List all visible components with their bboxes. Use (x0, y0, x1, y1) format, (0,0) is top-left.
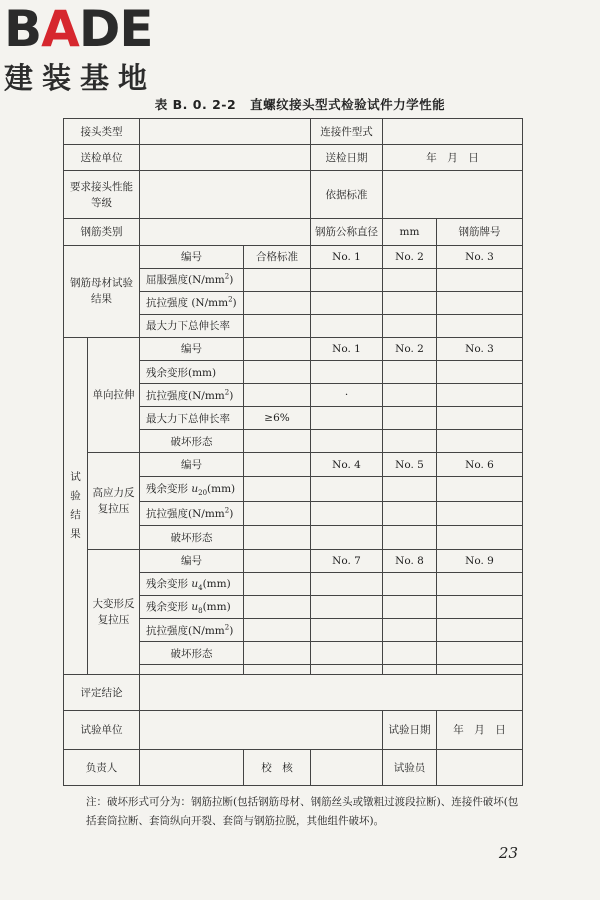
uni-residual-1[interactable] (311, 361, 383, 384)
base-no-3: No. 3 (437, 245, 523, 268)
high-no-6: No. 6 (437, 453, 523, 477)
large-tensile-std[interactable] (244, 619, 311, 642)
logo (4, 2, 182, 97)
table-title: 表 B. 0. 2-2 直螺纹接头型式检验试件力学性能 (154, 97, 446, 112)
uni-failure-std[interactable] (244, 430, 311, 453)
large-tensile-9[interactable] (437, 619, 523, 642)
large-spacer-2 (244, 665, 311, 675)
grade-req-label: 要求接头性能等级 (64, 171, 140, 219)
basis-std-value[interactable] (383, 171, 523, 219)
base-yield-1[interactable] (311, 268, 383, 291)
tester-value[interactable] (437, 749, 523, 785)
large-id-label: 编号 (140, 549, 244, 572)
submit-unit-value[interactable] (140, 145, 311, 171)
large-tensile-7[interactable] (311, 619, 383, 642)
large-no-9: No. 9 (437, 549, 523, 572)
uni-id-label: 编号 (140, 337, 244, 360)
base-tensile-label: 抗拉强度 $(N/mm^2)$ (140, 291, 244, 314)
rebar-type-label: 钢筋类别 (64, 219, 140, 245)
uni-elong-2[interactable] (383, 407, 437, 430)
test-unit-value[interactable] (140, 711, 383, 749)
large-no-7: No. 7 (311, 549, 383, 572)
uni-no-2: No. 2 (383, 337, 437, 360)
rebar-dia-label: 钢筋公称直径 (311, 219, 383, 245)
base-tensile-1[interactable] (311, 291, 383, 314)
large-res8-9[interactable] (437, 595, 523, 618)
large-res8-std[interactable] (244, 595, 311, 618)
large-failure-std[interactable] (244, 642, 311, 665)
checker-label: 校 核 (244, 749, 311, 785)
high-tensile-std[interactable] (244, 501, 311, 525)
test-date-value[interactable]: 年 月 日 (437, 711, 523, 749)
large-no-8: No. 8 (383, 549, 437, 572)
footnote: 注：破坏形式可分为：钢筋拉断(包括钢筋母材、钢筋丝头或镦粗过渡段拉断)、连接件破坏(包括套筒拉断、套筒纵向开裂、套筒与钢筋拉脱，其他组件破坏)。 (86, 796, 519, 827)
large-spacer-4 (383, 665, 437, 675)
connector-type-value[interactable] (383, 119, 523, 145)
rebar-grade-label: 钢筋牌号 (437, 219, 523, 245)
large-res8-8[interactable] (383, 595, 437, 618)
submit-date-label: 送检日期 (311, 145, 383, 171)
large-res4-std[interactable] (244, 572, 311, 595)
high-failure-5[interactable] (383, 525, 437, 549)
uni-elong-label: 最大力下总伸长率 (140, 407, 244, 430)
base-elong-3[interactable] (437, 314, 523, 337)
base-elong-2[interactable] (383, 314, 437, 337)
uni-no-1: No. 1 (311, 337, 383, 360)
base-yield-2[interactable] (383, 268, 437, 291)
large-tensile-8[interactable] (383, 619, 437, 642)
conclusion-label: 评定结论 (64, 675, 140, 711)
high-residual-label: 残余变形 $u_{20}(mm)$ (140, 477, 244, 501)
base-tensile-2[interactable] (383, 291, 437, 314)
joint-type-label: 接头类型 (64, 119, 140, 145)
high-residual-std[interactable] (244, 477, 311, 501)
large-failure-7[interactable] (311, 642, 383, 665)
page-number: 23 (498, 844, 518, 862)
high-stress-label: 高应力反复拉压 (88, 453, 140, 549)
test-form-table (63, 118, 523, 786)
basis-std-label: 依据标准 (311, 171, 383, 219)
base-material-label: 钢筋母材试验结果 (64, 245, 140, 337)
high-tensile-4[interactable] (311, 501, 383, 525)
logo-tagline: 建装基地 (4, 61, 157, 95)
tester-label: 试验员 (383, 749, 437, 785)
high-tensile-6[interactable] (437, 501, 523, 525)
uni-failure-3[interactable] (437, 430, 523, 453)
uni-tensile-1[interactable]: · (311, 384, 383, 407)
checker-value[interactable] (311, 749, 383, 785)
large-res4-9[interactable] (437, 572, 523, 595)
uni-tensile-3[interactable] (437, 384, 523, 407)
uni-failure-label: 破坏形态 (140, 430, 244, 453)
uni-residual-std[interactable] (244, 361, 311, 384)
high-std[interactable] (244, 453, 311, 477)
conclusion-value[interactable] (140, 675, 523, 711)
base-elong-std[interactable] (244, 314, 311, 337)
base-no-1: No. 1 (311, 245, 383, 268)
submit-date-value[interactable]: 年 月 日 (383, 145, 523, 171)
uni-elong-std: ≥6% (244, 407, 311, 430)
base-yield-3[interactable] (437, 268, 523, 291)
submit-unit-label: 送检单位 (64, 145, 140, 171)
large-tensile-label: 抗拉强度$(N/mm^2)$ (140, 619, 244, 642)
uniaxial-label: 单向拉伸 (88, 337, 140, 452)
responsible-value[interactable] (140, 749, 244, 785)
test-date-label: 试验日期 (383, 711, 437, 749)
uni-residual-label: 残余变形(mm) (140, 361, 244, 384)
test-unit-label: 试验单位 (64, 711, 140, 749)
joint-type-value[interactable] (140, 119, 311, 145)
large-res8-label: 残余变形 $u_8(mm)$ (140, 595, 244, 618)
large-spacer-3 (311, 665, 383, 675)
rebar-type-value[interactable] (140, 219, 311, 245)
high-tensile-5[interactable] (383, 501, 437, 525)
large-failure-8[interactable] (383, 642, 437, 665)
high-residual-5[interactable] (383, 477, 437, 501)
high-failure-label: 破坏形态 (140, 525, 244, 549)
base-elong-label: 最大力下总伸长率 (140, 314, 244, 337)
uni-elong-3[interactable] (437, 407, 523, 430)
uni-failure-1[interactable] (311, 430, 383, 453)
large-failure-9[interactable] (437, 642, 523, 665)
uni-residual-2[interactable] (383, 361, 437, 384)
uni-residual-3[interactable] (437, 361, 523, 384)
large-res4-label: 残余变形 $u_4(mm)$ (140, 572, 244, 595)
high-no-5: No. 5 (383, 453, 437, 477)
large-deform-label: 大变形反复拉压 (88, 549, 140, 675)
large-spacer-5 (437, 665, 523, 675)
high-no-4: No. 4 (311, 453, 383, 477)
base-std-label: 合格标准 (244, 245, 311, 268)
high-id-label: 编号 (140, 453, 244, 477)
high-failure-4[interactable] (311, 525, 383, 549)
grade-req-value[interactable] (140, 171, 311, 219)
large-res4-8[interactable] (383, 572, 437, 595)
large-res4-7[interactable] (311, 572, 383, 595)
base-yield-std[interactable] (244, 268, 311, 291)
uni-elong-1[interactable] (311, 407, 383, 430)
base-elong-1[interactable] (311, 314, 383, 337)
base-tensile-std[interactable] (244, 291, 311, 314)
uni-std[interactable] (244, 337, 311, 360)
uni-no-3: No. 3 (437, 337, 523, 360)
test-result-label: 试 验 结 果 (64, 337, 88, 674)
large-std[interactable] (244, 549, 311, 572)
base-tensile-3[interactable] (437, 291, 523, 314)
uni-tensile-std[interactable] (244, 384, 311, 407)
uni-tensile-2[interactable] (383, 384, 437, 407)
high-failure-std[interactable] (244, 525, 311, 549)
uni-tensile-label: 抗拉强度$(N/mm^2)$ (140, 384, 244, 407)
base-id-label: 编号 (140, 245, 244, 268)
uni-failure-2[interactable] (383, 430, 437, 453)
high-tensile-label: 抗拉强度$(N/mm^2)$ (140, 501, 244, 525)
large-failure-label: 破坏形态 (140, 642, 244, 665)
high-failure-6[interactable] (437, 525, 523, 549)
logo-brand: BADE (4, 0, 153, 58)
high-residual-6[interactable] (437, 477, 523, 501)
responsible-label: 负责人 (64, 749, 140, 785)
large-spacer-1 (140, 665, 244, 675)
high-residual-4[interactable] (311, 477, 383, 501)
large-res8-7[interactable] (311, 595, 383, 618)
connector-type-label: 连接件型式 (311, 119, 383, 145)
base-yield-label: 屈服强度$(N/mm^2)$ (140, 268, 244, 291)
base-no-2: No. 2 (383, 245, 437, 268)
rebar-dia-unit: mm (383, 219, 437, 245)
